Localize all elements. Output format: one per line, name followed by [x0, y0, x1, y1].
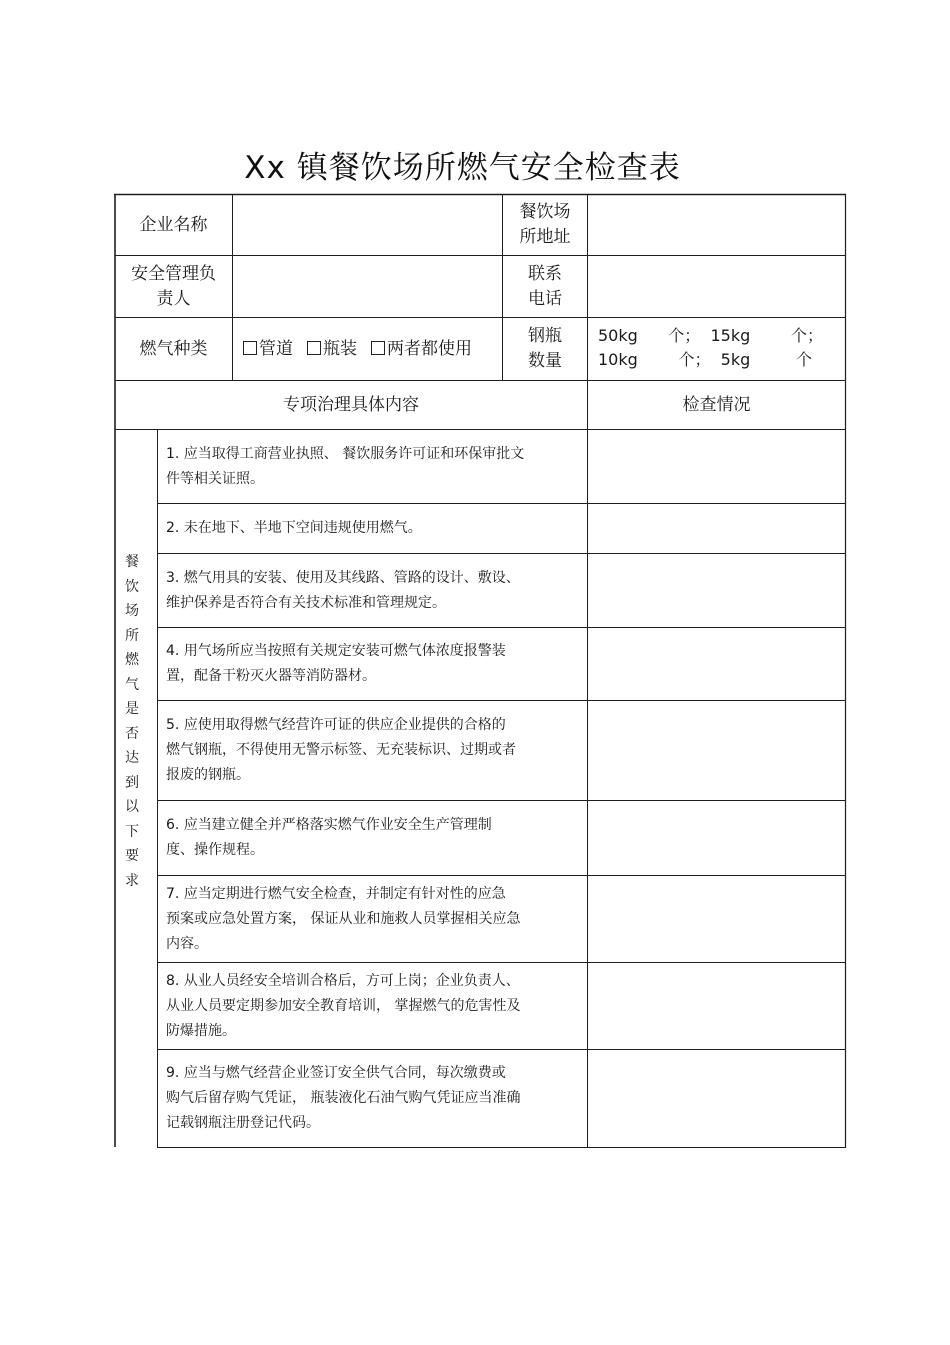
gas-option-pipeline[interactable]	[243, 337, 293, 362]
category-char: 要	[125, 848, 139, 864]
cylinder-label-line2: 数量	[528, 351, 562, 371]
checkbox-icon[interactable]	[243, 341, 257, 355]
category-char: 燃	[125, 652, 139, 668]
category-char: 否	[125, 725, 139, 742]
category-char: 是	[125, 701, 139, 717]
manager-value[interactable]	[233, 256, 502, 317]
page-title: Xx 镇餐饮场所燃气安全检查表	[244, 150, 681, 186]
address-label-line2: 所地址	[519, 227, 571, 247]
gas-type-options	[233, 318, 502, 380]
gas-option-both[interactable]	[371, 337, 472, 362]
check-result-4[interactable]	[588, 628, 845, 700]
item-line: 1. 应当取得工商营业执照、 餐饮服务许可证和环保审批文	[166, 445, 525, 462]
category-char: 所	[125, 627, 139, 644]
gas-option-bottled-label: 瓶装	[323, 338, 357, 359]
item-line: 置，配备干粉灭火器等消防器材。	[166, 668, 376, 684]
item-line: 报废的钢瓶。	[166, 767, 250, 783]
category-char: 达	[125, 750, 139, 766]
check-result-1[interactable]	[588, 430, 845, 503]
item-line: 2. 未在地下、半地下空间违规使用燃气。	[166, 520, 422, 536]
requirement-item-9	[166, 1050, 581, 1147]
cylinder-label-line1: 钢瓶	[528, 326, 562, 346]
category-char: 饮	[125, 578, 139, 595]
category-char: 到	[125, 774, 139, 791]
item-line: 内容。	[166, 935, 208, 952]
company-name-value[interactable]	[233, 195, 502, 255]
category-char: 场	[125, 603, 139, 619]
category-char: 餐	[125, 554, 139, 570]
item-line: 8. 从业人员经安全培训合格后，方可上岗；企业负责人、	[166, 972, 520, 989]
check-result-6[interactable]	[588, 801, 845, 875]
checkbox-icon[interactable]	[307, 341, 321, 355]
item-line: 6. 应当建立健全并严格落实燃气作业安全生产管理制	[166, 817, 492, 833]
requirement-item-5	[166, 701, 581, 800]
item-line: 预案或应急处置方案， 保证从业和施救人员掌握相关应急	[166, 910, 521, 927]
category-char: 以	[125, 799, 139, 815]
address-label-line1: 餐饮场	[519, 202, 571, 222]
cylinder-count-line1[interactable]: 50kg 个； 15kg 个；	[598, 326, 823, 345]
phone-label-line1: 联系	[528, 263, 562, 284]
gas-option-bottled[interactable]	[307, 337, 357, 362]
requirement-item-8	[166, 963, 581, 1049]
checkbox-icon[interactable]	[371, 341, 385, 355]
check-header: 检查情况	[682, 394, 751, 415]
phone-label-line2: 电话	[528, 288, 562, 309]
item-line: 4. 用气场所应当按照有关规定安装可燃气体浓度报警装	[166, 643, 506, 659]
company-name-label: 企业名称	[139, 214, 208, 235]
requirement-item-2	[166, 504, 581, 553]
category-char: 下	[125, 823, 139, 840]
item-line: 5. 应使用取得燃气经营许可证的供应企业提供的合格的	[166, 717, 506, 733]
item-line: 度、操作规程。	[166, 842, 264, 858]
item-line: 记载钢瓶注册登记代码。	[166, 1115, 320, 1131]
check-result-9[interactable]	[588, 1050, 845, 1147]
manager-label-line1: 安全管理负	[131, 263, 216, 284]
check-result-5[interactable]	[588, 701, 845, 800]
address-value[interactable]	[588, 195, 845, 255]
manager-label-line2: 责人	[156, 288, 191, 309]
requirement-item-1	[166, 430, 581, 503]
check-result-2[interactable]	[588, 504, 845, 553]
item-line: 燃气钢瓶，不得使用无警示标签、无充装标识、过期或者	[166, 742, 516, 758]
phone-value[interactable]	[588, 256, 845, 317]
manager-label	[115, 256, 232, 317]
cylinder-count-line2[interactable]: 10kg 个； 5kg 个	[598, 350, 813, 369]
item-line: 7. 应当定期进行燃气安全检查，并制定有针对性的应急	[166, 885, 506, 902]
gas-type-label: 燃气种类	[139, 338, 208, 359]
requirement-item-4	[166, 628, 581, 700]
content-header: 专项治理具体内容	[283, 394, 419, 415]
item-line: 件等相关证照。	[166, 470, 264, 487]
address-label	[503, 195, 587, 255]
item-line: 防爆措施。	[166, 1022, 236, 1039]
item-line: 3. 燃气用具的安装、使用及其线路、管路的设计、敷设、	[166, 569, 520, 586]
cylinder-count-label	[503, 318, 587, 380]
item-line: 维护保养是否符合有关技术标准和管理规定。	[166, 594, 446, 611]
requirement-item-7	[166, 876, 581, 962]
category-char: 求	[125, 872, 139, 889]
item-line: 购气后留存购气凭证， 瓶装液化石油气购气凭证应当准确	[166, 1090, 521, 1106]
category-char: 气	[125, 676, 139, 693]
check-result-7[interactable]	[588, 876, 845, 962]
category-label	[118, 550, 146, 893]
item-line: 从业人员要定期参加安全教育培训， 掌握燃气的危害性及	[166, 997, 521, 1014]
item-line: 9. 应当与燃气经营企业签订安全供气合同，每次缴费或	[166, 1065, 506, 1081]
phone-label	[503, 256, 587, 317]
requirement-item-3	[166, 554, 581, 627]
check-result-3[interactable]	[588, 554, 845, 627]
requirement-item-6	[166, 801, 581, 875]
check-result-8[interactable]	[588, 963, 845, 1049]
gas-option-pipeline-label: 管道	[259, 338, 293, 359]
gas-option-both-label: 两者都使用	[387, 338, 472, 359]
